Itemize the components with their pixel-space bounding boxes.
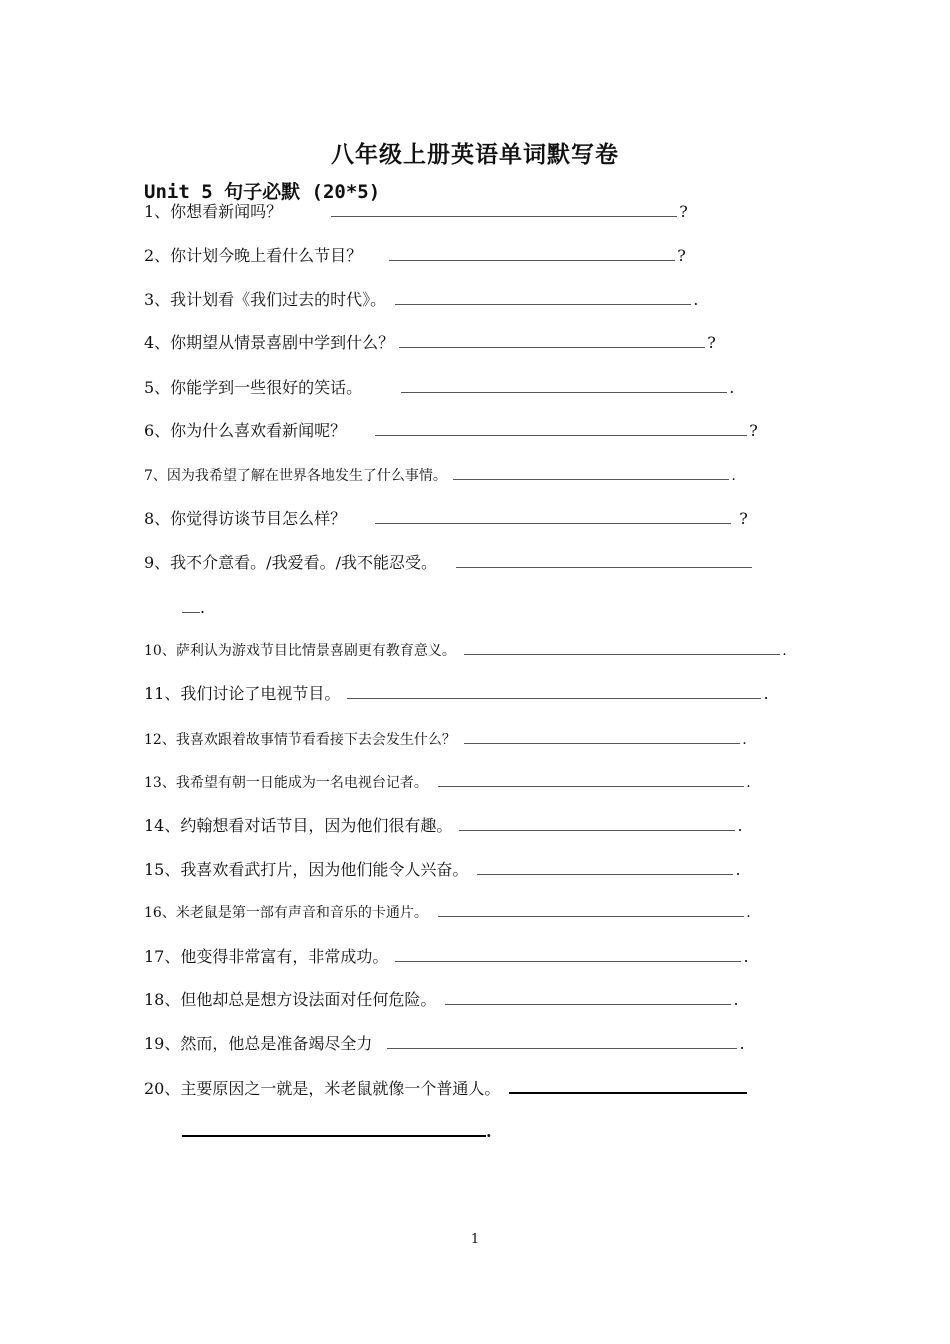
question-text: 9、我不介意看。/我爱看。/我不能忍受。 bbox=[144, 553, 437, 572]
answer-blank[interactable] bbox=[182, 598, 200, 613]
question-text: 11、我们讨论了电视节目。 bbox=[144, 684, 341, 703]
question-12: 12、我喜欢跟着故事情节看看接下去会发生什么？ . bbox=[144, 729, 747, 751]
question-15: 15、我喜欢看武打片，因为他们能令人兴奋。 . bbox=[144, 860, 741, 879]
question-5: 5、你能学到一些很好的笑话。 . bbox=[144, 378, 735, 397]
question-13: 13、我希望有朝一日能成为一名电视台记者。 . bbox=[144, 772, 751, 794]
answer-blank[interactable] bbox=[395, 290, 691, 305]
question-text: 10、萨利认为游戏节目比情景喜剧更有教育意义。 bbox=[144, 643, 456, 659]
answer-blank[interactable] bbox=[401, 378, 727, 393]
question-11: 11、我们讨论了电视节目。 . bbox=[144, 684, 769, 703]
question-text: 18、但他却总是想方设法面对任何危险。 bbox=[144, 990, 437, 1009]
question-text: 4、你期望从情景喜剧中学到什么？ bbox=[144, 333, 395, 352]
question-9-continuation: . bbox=[182, 597, 205, 619]
answer-blank[interactable] bbox=[375, 421, 747, 436]
answer-blank[interactable] bbox=[509, 1078, 747, 1094]
question-text: 12、我喜欢跟着故事情节看看接下去会发生什么？ bbox=[144, 732, 456, 748]
question-9 bbox=[144, 552, 752, 574]
question-text: 16、米老鼠是第一部有声音和音乐的卡通片。 bbox=[144, 905, 428, 921]
answer-blank[interactable] bbox=[438, 772, 744, 787]
answer-blank[interactable] bbox=[477, 860, 733, 875]
question-text: 15、我喜欢看武打片，因为他们能令人兴奋。 bbox=[144, 860, 469, 879]
answer-blank[interactable] bbox=[395, 947, 741, 962]
question-text: 7、因为我希望了解在世界各地发生了什么事情。 bbox=[144, 468, 447, 484]
question-text: 19、然而，他总是准备竭尽全力 bbox=[144, 1034, 373, 1053]
answer-blank[interactable] bbox=[456, 553, 752, 568]
question-text: 3、我计划看《我们过去的时代》。 bbox=[144, 290, 387, 309]
question-text: 1、你想看新闻吗？ bbox=[144, 202, 283, 221]
question-8: 8、你觉得访谈节目怎么样？ ? bbox=[144, 509, 748, 528]
section-heading: Unit 5 句子必默 (20*5) bbox=[144, 181, 381, 203]
question-4: 4、你期望从情景喜剧中学到什么？ ? bbox=[144, 333, 716, 352]
question-3: 3、我计划看《我们过去的时代》。 . bbox=[144, 290, 699, 309]
answer-blank[interactable] bbox=[347, 684, 761, 699]
page-number: 1 bbox=[470, 1232, 480, 1247]
question-text: 14、约翰想看对话节目，因为他们很有趣。 bbox=[144, 816, 453, 835]
question-20 bbox=[144, 1078, 747, 1100]
question-19: 19、然而，他总是准备竭尽全力 . bbox=[144, 1034, 745, 1053]
question-14: 14、约翰想看对话节目，因为他们很有趣。 . bbox=[144, 816, 743, 835]
question-text: 13、我希望有朝一日能成为一名电视台记者。 bbox=[144, 775, 428, 791]
answer-blank[interactable] bbox=[459, 816, 735, 831]
question-text: 17、他变得非常富有，非常成功。 bbox=[144, 947, 389, 966]
answer-blank[interactable] bbox=[399, 333, 705, 348]
question-text: 20、主要原因之一就是，米老鼠就像一个普通人。 bbox=[144, 1079, 501, 1098]
answer-blank[interactable] bbox=[375, 509, 731, 524]
answer-blank[interactable] bbox=[387, 1034, 737, 1049]
question-18: 18、但他却总是想方设法面对任何危险。 . bbox=[144, 990, 739, 1009]
answer-blank[interactable] bbox=[464, 640, 780, 655]
answer-blank[interactable] bbox=[445, 990, 731, 1005]
question-6: 6、你为什么喜欢看新闻呢？ ? bbox=[144, 421, 758, 440]
question-16: 16、米老鼠是第一部有声音和音乐的卡通片。 . bbox=[144, 902, 751, 924]
question-17: 17、他变得非常富有，非常成功。 . bbox=[144, 947, 749, 966]
question-text: 6、你为什么喜欢看新闻呢？ bbox=[144, 421, 347, 440]
answer-blank[interactable] bbox=[389, 246, 675, 261]
question-text: 8、你觉得访谈节目怎么样？ bbox=[144, 509, 347, 528]
question-1: 1、你想看新闻吗？ ? bbox=[144, 202, 688, 221]
answer-blank[interactable] bbox=[438, 902, 744, 917]
answer-blank[interactable] bbox=[182, 1121, 486, 1137]
question-7: 7、因为我希望了解在世界各地发生了什么事情。 . bbox=[144, 465, 736, 487]
answer-blank[interactable] bbox=[331, 202, 677, 217]
answer-blank[interactable] bbox=[464, 729, 740, 744]
question-text: 2、你计划今晚上看什么节目？ bbox=[144, 246, 363, 265]
question-10: 10、萨利认为游戏节目比情景喜剧更有教育意义。 . bbox=[144, 640, 787, 662]
question-20-continuation: . bbox=[182, 1121, 492, 1143]
answer-blank[interactable] bbox=[453, 465, 729, 480]
page-title: 八年级上册英语单词默写卷 bbox=[331, 141, 619, 168]
question-text: 5、你能学到一些很好的笑话。 bbox=[144, 378, 363, 397]
question-2: 2、你计划今晚上看什么节目？ ? bbox=[144, 246, 686, 265]
